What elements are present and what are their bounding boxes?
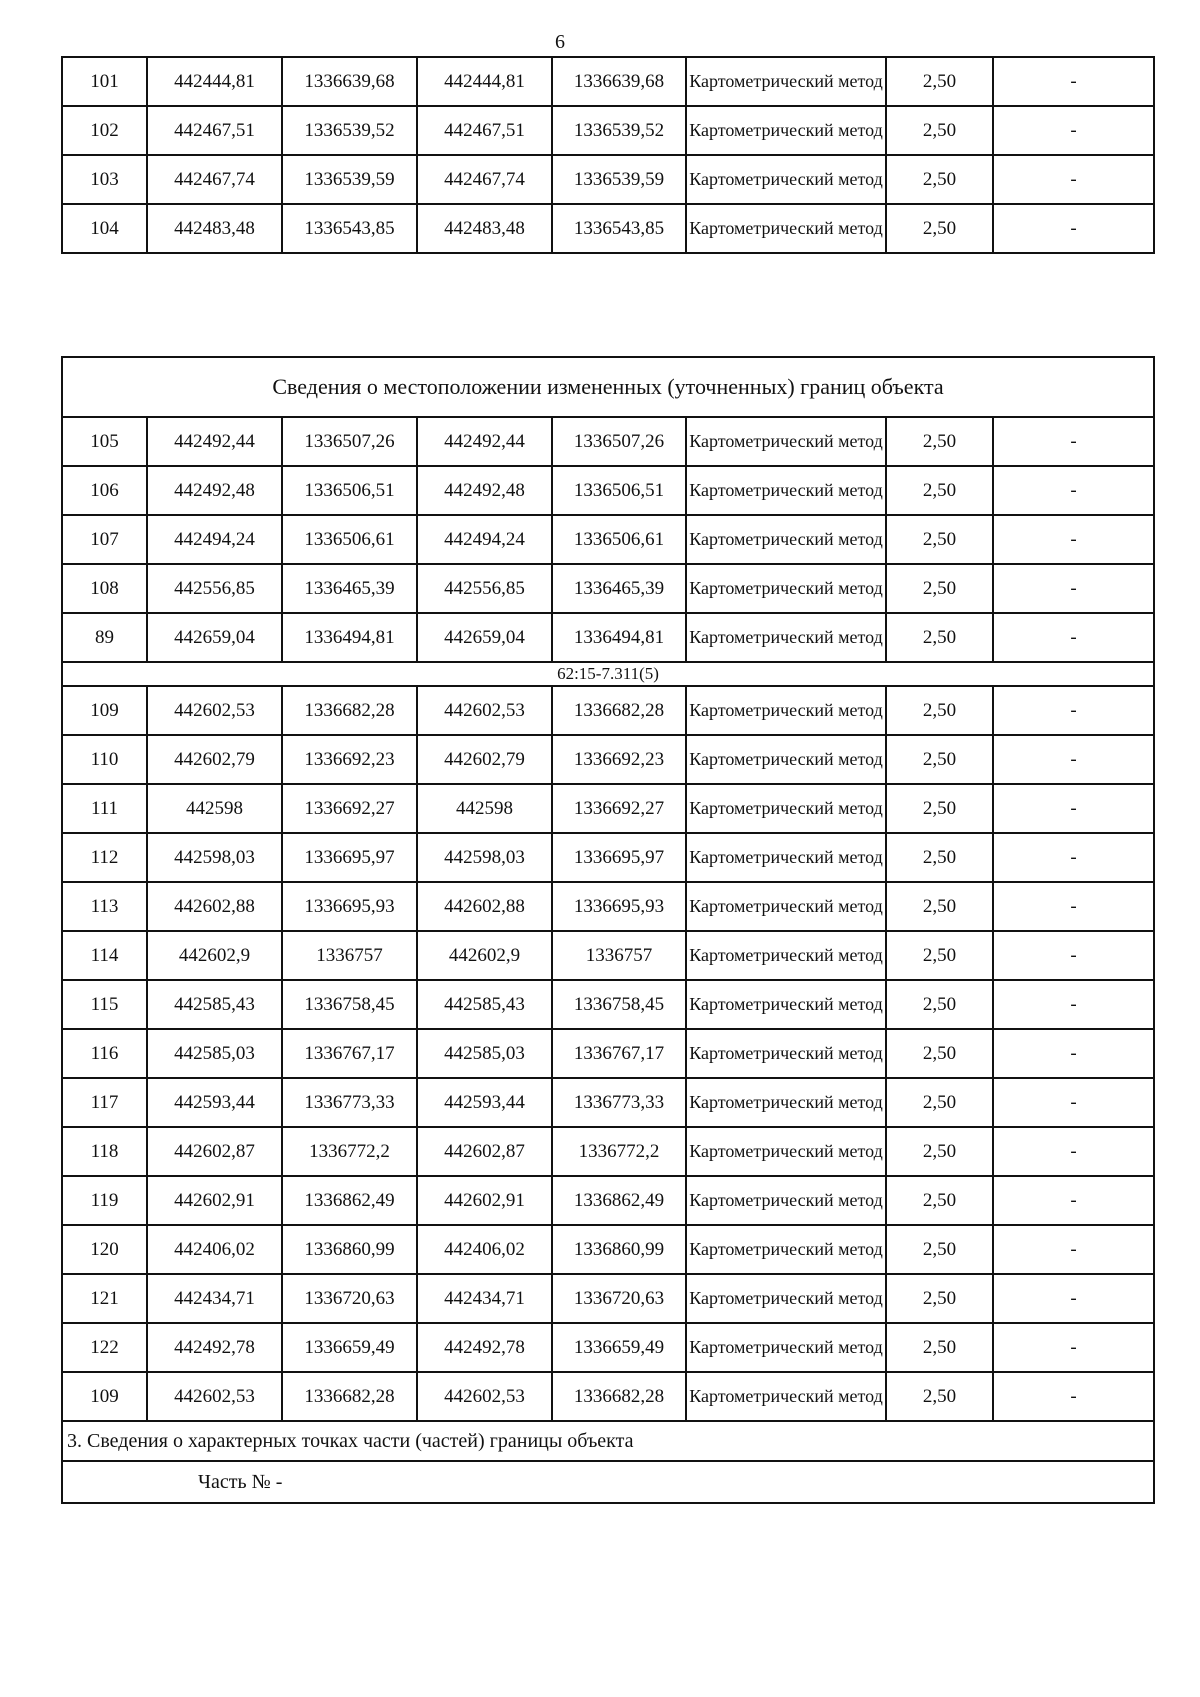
point-number-cell: 116 xyxy=(62,1029,147,1078)
y-refined-cell: 1336506,51 xyxy=(552,466,686,515)
table-row xyxy=(62,1078,1154,1127)
x-existing-cell: 442602,9 xyxy=(147,931,282,980)
point-number-cell: 106 xyxy=(62,466,147,515)
point-number-cell: 110 xyxy=(62,735,147,784)
y-refined-cell: 1336772,2 xyxy=(552,1127,686,1176)
accuracy-cell: 2,50 xyxy=(886,1078,993,1127)
x-refined-cell: 442602,9 xyxy=(417,931,552,980)
x-existing-cell: 442492,48 xyxy=(147,466,282,515)
y-refined-cell: 1336720,63 xyxy=(552,1274,686,1323)
cadastral-number: 62:15-7.311(5) xyxy=(62,662,1154,686)
accuracy-cell: 2,50 xyxy=(886,1372,993,1421)
x-existing-cell: 442492,44 xyxy=(147,417,282,466)
description-cell: - xyxy=(993,1372,1154,1421)
accuracy-cell: 2,50 xyxy=(886,686,993,735)
description-cell: - xyxy=(993,784,1154,833)
y-refined-cell: 1336695,97 xyxy=(552,833,686,882)
x-refined-cell: 442434,71 xyxy=(417,1274,552,1323)
description-cell: - xyxy=(993,564,1154,613)
table-row xyxy=(62,686,1154,735)
y-refined-cell: 1336773,33 xyxy=(552,1078,686,1127)
x-refined-cell: 442585,43 xyxy=(417,980,552,1029)
point-number-cell: 120 xyxy=(62,1225,147,1274)
method-cell: Картометрический метод xyxy=(686,204,886,253)
method-cell: Картометрический метод xyxy=(686,1274,886,1323)
method-cell: Картометрический метод xyxy=(686,686,886,735)
accuracy-cell: 2,50 xyxy=(886,735,993,784)
description-cell: - xyxy=(993,1176,1154,1225)
method-cell: Картометрический метод xyxy=(686,515,886,564)
table-row xyxy=(62,1225,1154,1274)
description-cell: - xyxy=(993,57,1154,106)
y-refined-cell: 1336682,28 xyxy=(552,686,686,735)
description-cell: - xyxy=(993,980,1154,1029)
description-cell: - xyxy=(993,1127,1154,1176)
table-row xyxy=(62,1372,1154,1421)
y-existing-cell: 1336692,27 xyxy=(282,784,417,833)
y-existing-cell: 1336860,99 xyxy=(282,1225,417,1274)
method-cell: Картометрический метод xyxy=(686,417,886,466)
accuracy-cell: 2,50 xyxy=(886,417,993,466)
accuracy-cell: 2,50 xyxy=(886,106,993,155)
y-existing-cell: 1336494,81 xyxy=(282,613,417,662)
x-refined-cell: 442492,44 xyxy=(417,417,552,466)
x-existing-cell: 442585,43 xyxy=(147,980,282,1029)
y-existing-cell: 1336695,93 xyxy=(282,882,417,931)
point-number-cell: 109 xyxy=(62,686,147,735)
y-refined-cell: 1336860,99 xyxy=(552,1225,686,1274)
y-existing-cell: 1336465,39 xyxy=(282,564,417,613)
x-existing-cell: 442593,44 xyxy=(147,1078,282,1127)
point-number-cell: 104 xyxy=(62,204,147,253)
description-cell: - xyxy=(993,1274,1154,1323)
table-row xyxy=(62,204,1154,253)
y-refined-cell: 1336757 xyxy=(552,931,686,980)
x-existing-cell: 442444,81 xyxy=(147,57,282,106)
y-existing-cell: 1336682,28 xyxy=(282,686,417,735)
method-cell: Картометрический метод xyxy=(686,106,886,155)
accuracy-cell: 2,50 xyxy=(886,204,993,253)
y-refined-cell: 1336692,23 xyxy=(552,735,686,784)
method-cell: Картометрический метод xyxy=(686,1078,886,1127)
y-refined-cell: 1336692,27 xyxy=(552,784,686,833)
x-refined-cell: 442602,79 xyxy=(417,735,552,784)
x-existing-cell: 442467,51 xyxy=(147,106,282,155)
method-cell: Картометрический метод xyxy=(686,833,886,882)
y-refined-cell: 1336465,39 xyxy=(552,564,686,613)
x-existing-cell: 442598,03 xyxy=(147,833,282,882)
x-refined-cell: 442492,48 xyxy=(417,466,552,515)
x-existing-cell: 442602,53 xyxy=(147,686,282,735)
x-refined-cell: 442585,03 xyxy=(417,1029,552,1078)
accuracy-cell: 2,50 xyxy=(886,155,993,204)
x-refined-cell: 442602,88 xyxy=(417,882,552,931)
x-existing-cell: 442598 xyxy=(147,784,282,833)
description-cell: - xyxy=(993,417,1154,466)
y-existing-cell: 1336692,23 xyxy=(282,735,417,784)
y-existing-cell: 1336757 xyxy=(282,931,417,980)
table-row xyxy=(62,1127,1154,1176)
accuracy-cell: 2,50 xyxy=(886,1176,993,1225)
table-row xyxy=(62,613,1154,662)
method-cell: Картометрический метод xyxy=(686,466,886,515)
method-cell: Картометрический метод xyxy=(686,613,886,662)
description-cell: - xyxy=(993,613,1154,662)
x-existing-cell: 442585,03 xyxy=(147,1029,282,1078)
point-number-cell: 107 xyxy=(62,515,147,564)
y-existing-cell: 1336539,59 xyxy=(282,155,417,204)
description-cell: - xyxy=(993,155,1154,204)
y-existing-cell: 1336506,61 xyxy=(282,515,417,564)
table-title: Сведения о местоположении измененных (уточненных) границ объекта xyxy=(62,357,1154,417)
accuracy-cell: 2,50 xyxy=(886,931,993,980)
y-refined-cell: 1336539,59 xyxy=(552,155,686,204)
x-existing-cell: 442467,74 xyxy=(147,155,282,204)
x-refined-cell: 442494,24 xyxy=(417,515,552,564)
x-refined-cell: 442659,04 xyxy=(417,613,552,662)
point-number-cell: 101 xyxy=(62,57,147,106)
accuracy-cell: 2,50 xyxy=(886,515,993,564)
x-existing-cell: 442492,78 xyxy=(147,1323,282,1372)
description-cell: - xyxy=(993,1078,1154,1127)
x-refined-cell: 442467,51 xyxy=(417,106,552,155)
description-cell: - xyxy=(993,882,1154,931)
description-cell: - xyxy=(993,1225,1154,1274)
table-row xyxy=(62,833,1154,882)
y-existing-cell: 1336659,49 xyxy=(282,1323,417,1372)
x-refined-cell: 442598 xyxy=(417,784,552,833)
section-3-heading: 3. Сведения о характерных точках части (частей) границы объекта xyxy=(62,1421,1154,1461)
accuracy-cell: 2,50 xyxy=(886,882,993,931)
y-existing-cell: 1336507,26 xyxy=(282,417,417,466)
y-refined-cell: 1336767,17 xyxy=(552,1029,686,1078)
method-cell: Картометрический метод xyxy=(686,564,886,613)
accuracy-cell: 2,50 xyxy=(886,564,993,613)
x-refined-cell: 442444,81 xyxy=(417,57,552,106)
point-number-cell: 103 xyxy=(62,155,147,204)
description-cell: - xyxy=(993,833,1154,882)
x-refined-cell: 442406,02 xyxy=(417,1225,552,1274)
method-cell: Картометрический метод xyxy=(686,1225,886,1274)
method-cell: Картометрический метод xyxy=(686,1372,886,1421)
coordinates-table-top xyxy=(61,56,1155,254)
x-refined-cell: 442598,03 xyxy=(417,833,552,882)
y-refined-cell: 1336507,26 xyxy=(552,417,686,466)
accuracy-cell: 2,50 xyxy=(886,833,993,882)
y-existing-cell: 1336539,52 xyxy=(282,106,417,155)
method-cell: Картометрический метод xyxy=(686,980,886,1029)
x-refined-cell: 442593,44 xyxy=(417,1078,552,1127)
y-refined-cell: 1336543,85 xyxy=(552,204,686,253)
boundary-points-group-2 xyxy=(62,686,1154,1421)
y-existing-cell: 1336506,51 xyxy=(282,466,417,515)
method-cell: Картометрический метод xyxy=(686,882,886,931)
y-existing-cell: 1336720,63 xyxy=(282,1274,417,1323)
point-number-cell: 121 xyxy=(62,1274,147,1323)
table-row xyxy=(62,417,1154,466)
point-number-cell: 114 xyxy=(62,931,147,980)
x-refined-cell: 442602,87 xyxy=(417,1127,552,1176)
point-number-cell: 118 xyxy=(62,1127,147,1176)
accuracy-cell: 2,50 xyxy=(886,1323,993,1372)
x-existing-cell: 442406,02 xyxy=(147,1225,282,1274)
x-refined-cell: 442492,78 xyxy=(417,1323,552,1372)
description-cell: - xyxy=(993,686,1154,735)
x-refined-cell: 442483,48 xyxy=(417,204,552,253)
y-refined-cell: 1336659,49 xyxy=(552,1323,686,1372)
x-existing-cell: 442556,85 xyxy=(147,564,282,613)
x-refined-cell: 442602,91 xyxy=(417,1176,552,1225)
y-refined-cell: 1336639,68 xyxy=(552,57,686,106)
accuracy-cell: 2,50 xyxy=(886,57,993,106)
point-number-cell: 122 xyxy=(62,1323,147,1372)
table-row xyxy=(62,1274,1154,1323)
y-existing-cell: 1336695,97 xyxy=(282,833,417,882)
description-cell: - xyxy=(993,1323,1154,1372)
table-row xyxy=(62,1029,1154,1078)
x-refined-cell: 442602,53 xyxy=(417,1372,552,1421)
x-existing-cell: 442659,04 xyxy=(147,613,282,662)
method-cell: Картометрический метод xyxy=(686,1029,886,1078)
y-existing-cell: 1336767,17 xyxy=(282,1029,417,1078)
method-cell: Картометрический метод xyxy=(686,1127,886,1176)
method-cell: Картометрический метод xyxy=(686,931,886,980)
description-cell: - xyxy=(993,106,1154,155)
description-cell: - xyxy=(993,931,1154,980)
y-refined-cell: 1336695,93 xyxy=(552,882,686,931)
method-cell: Картометрический метод xyxy=(686,735,886,784)
table-row xyxy=(62,784,1154,833)
description-cell: - xyxy=(993,466,1154,515)
table-row xyxy=(62,155,1154,204)
accuracy-cell: 2,50 xyxy=(886,784,993,833)
description-cell: - xyxy=(993,735,1154,784)
description-cell: - xyxy=(993,1029,1154,1078)
description-cell: - xyxy=(993,515,1154,564)
x-existing-cell: 442602,87 xyxy=(147,1127,282,1176)
method-cell: Картометрический метод xyxy=(686,784,886,833)
point-number-cell: 113 xyxy=(62,882,147,931)
y-existing-cell: 1336543,85 xyxy=(282,204,417,253)
method-cell: Картометрический метод xyxy=(686,155,886,204)
point-number-cell: 89 xyxy=(62,613,147,662)
point-number-cell: 112 xyxy=(62,833,147,882)
y-refined-cell: 1336539,52 xyxy=(552,106,686,155)
table-row xyxy=(62,466,1154,515)
point-number-cell: 119 xyxy=(62,1176,147,1225)
y-existing-cell: 1336758,45 xyxy=(282,980,417,1029)
table-row xyxy=(62,1176,1154,1225)
y-existing-cell: 1336682,28 xyxy=(282,1372,417,1421)
table-row xyxy=(62,57,1154,106)
point-number-cell: 117 xyxy=(62,1078,147,1127)
table-row xyxy=(62,106,1154,155)
accuracy-cell: 2,50 xyxy=(886,613,993,662)
accuracy-cell: 2,50 xyxy=(886,466,993,515)
table-row xyxy=(62,515,1154,564)
table-row xyxy=(62,1323,1154,1372)
y-refined-cell: 1336862,49 xyxy=(552,1176,686,1225)
point-number-cell: 105 xyxy=(62,417,147,466)
accuracy-cell: 2,50 xyxy=(886,1274,993,1323)
y-refined-cell: 1336682,28 xyxy=(552,1372,686,1421)
x-existing-cell: 442602,88 xyxy=(147,882,282,931)
point-number-cell: 102 xyxy=(62,106,147,155)
x-existing-cell: 442602,91 xyxy=(147,1176,282,1225)
method-cell: Картометрический метод xyxy=(686,1176,886,1225)
y-existing-cell: 1336772,2 xyxy=(282,1127,417,1176)
y-existing-cell: 1336862,49 xyxy=(282,1176,417,1225)
boundary-points-group-1 xyxy=(62,417,1154,662)
table-row xyxy=(62,882,1154,931)
table-row xyxy=(62,564,1154,613)
x-refined-cell: 442467,74 xyxy=(417,155,552,204)
x-refined-cell: 442602,53 xyxy=(417,686,552,735)
point-number-cell: 109 xyxy=(62,1372,147,1421)
y-refined-cell: 1336506,61 xyxy=(552,515,686,564)
y-existing-cell: 1336639,68 xyxy=(282,57,417,106)
y-refined-cell: 1336494,81 xyxy=(552,613,686,662)
x-existing-cell: 442434,71 xyxy=(147,1274,282,1323)
x-existing-cell: 442483,48 xyxy=(147,204,282,253)
y-existing-cell: 1336773,33 xyxy=(282,1078,417,1127)
method-cell: Картометрический метод xyxy=(686,1323,886,1372)
table-row xyxy=(62,735,1154,784)
x-existing-cell: 442602,53 xyxy=(147,1372,282,1421)
coordinates-table-top-body xyxy=(62,57,1154,253)
page-number: 6 xyxy=(555,31,565,53)
part-number-label: Часть № - xyxy=(62,1461,1154,1503)
method-cell: Картометрический метод xyxy=(686,57,886,106)
table-row xyxy=(62,980,1154,1029)
y-refined-cell: 1336758,45 xyxy=(552,980,686,1029)
accuracy-cell: 2,50 xyxy=(886,980,993,1029)
table-row xyxy=(62,931,1154,980)
accuracy-cell: 2,50 xyxy=(886,1225,993,1274)
accuracy-cell: 2,50 xyxy=(886,1029,993,1078)
accuracy-cell: 2,50 xyxy=(886,1127,993,1176)
point-number-cell: 111 xyxy=(62,784,147,833)
point-number-cell: 108 xyxy=(62,564,147,613)
x-existing-cell: 442602,79 xyxy=(147,735,282,784)
point-number-cell: 115 xyxy=(62,980,147,1029)
description-cell: - xyxy=(993,204,1154,253)
changed-boundaries-table xyxy=(61,356,1155,1504)
x-existing-cell: 442494,24 xyxy=(147,515,282,564)
x-refined-cell: 442556,85 xyxy=(417,564,552,613)
